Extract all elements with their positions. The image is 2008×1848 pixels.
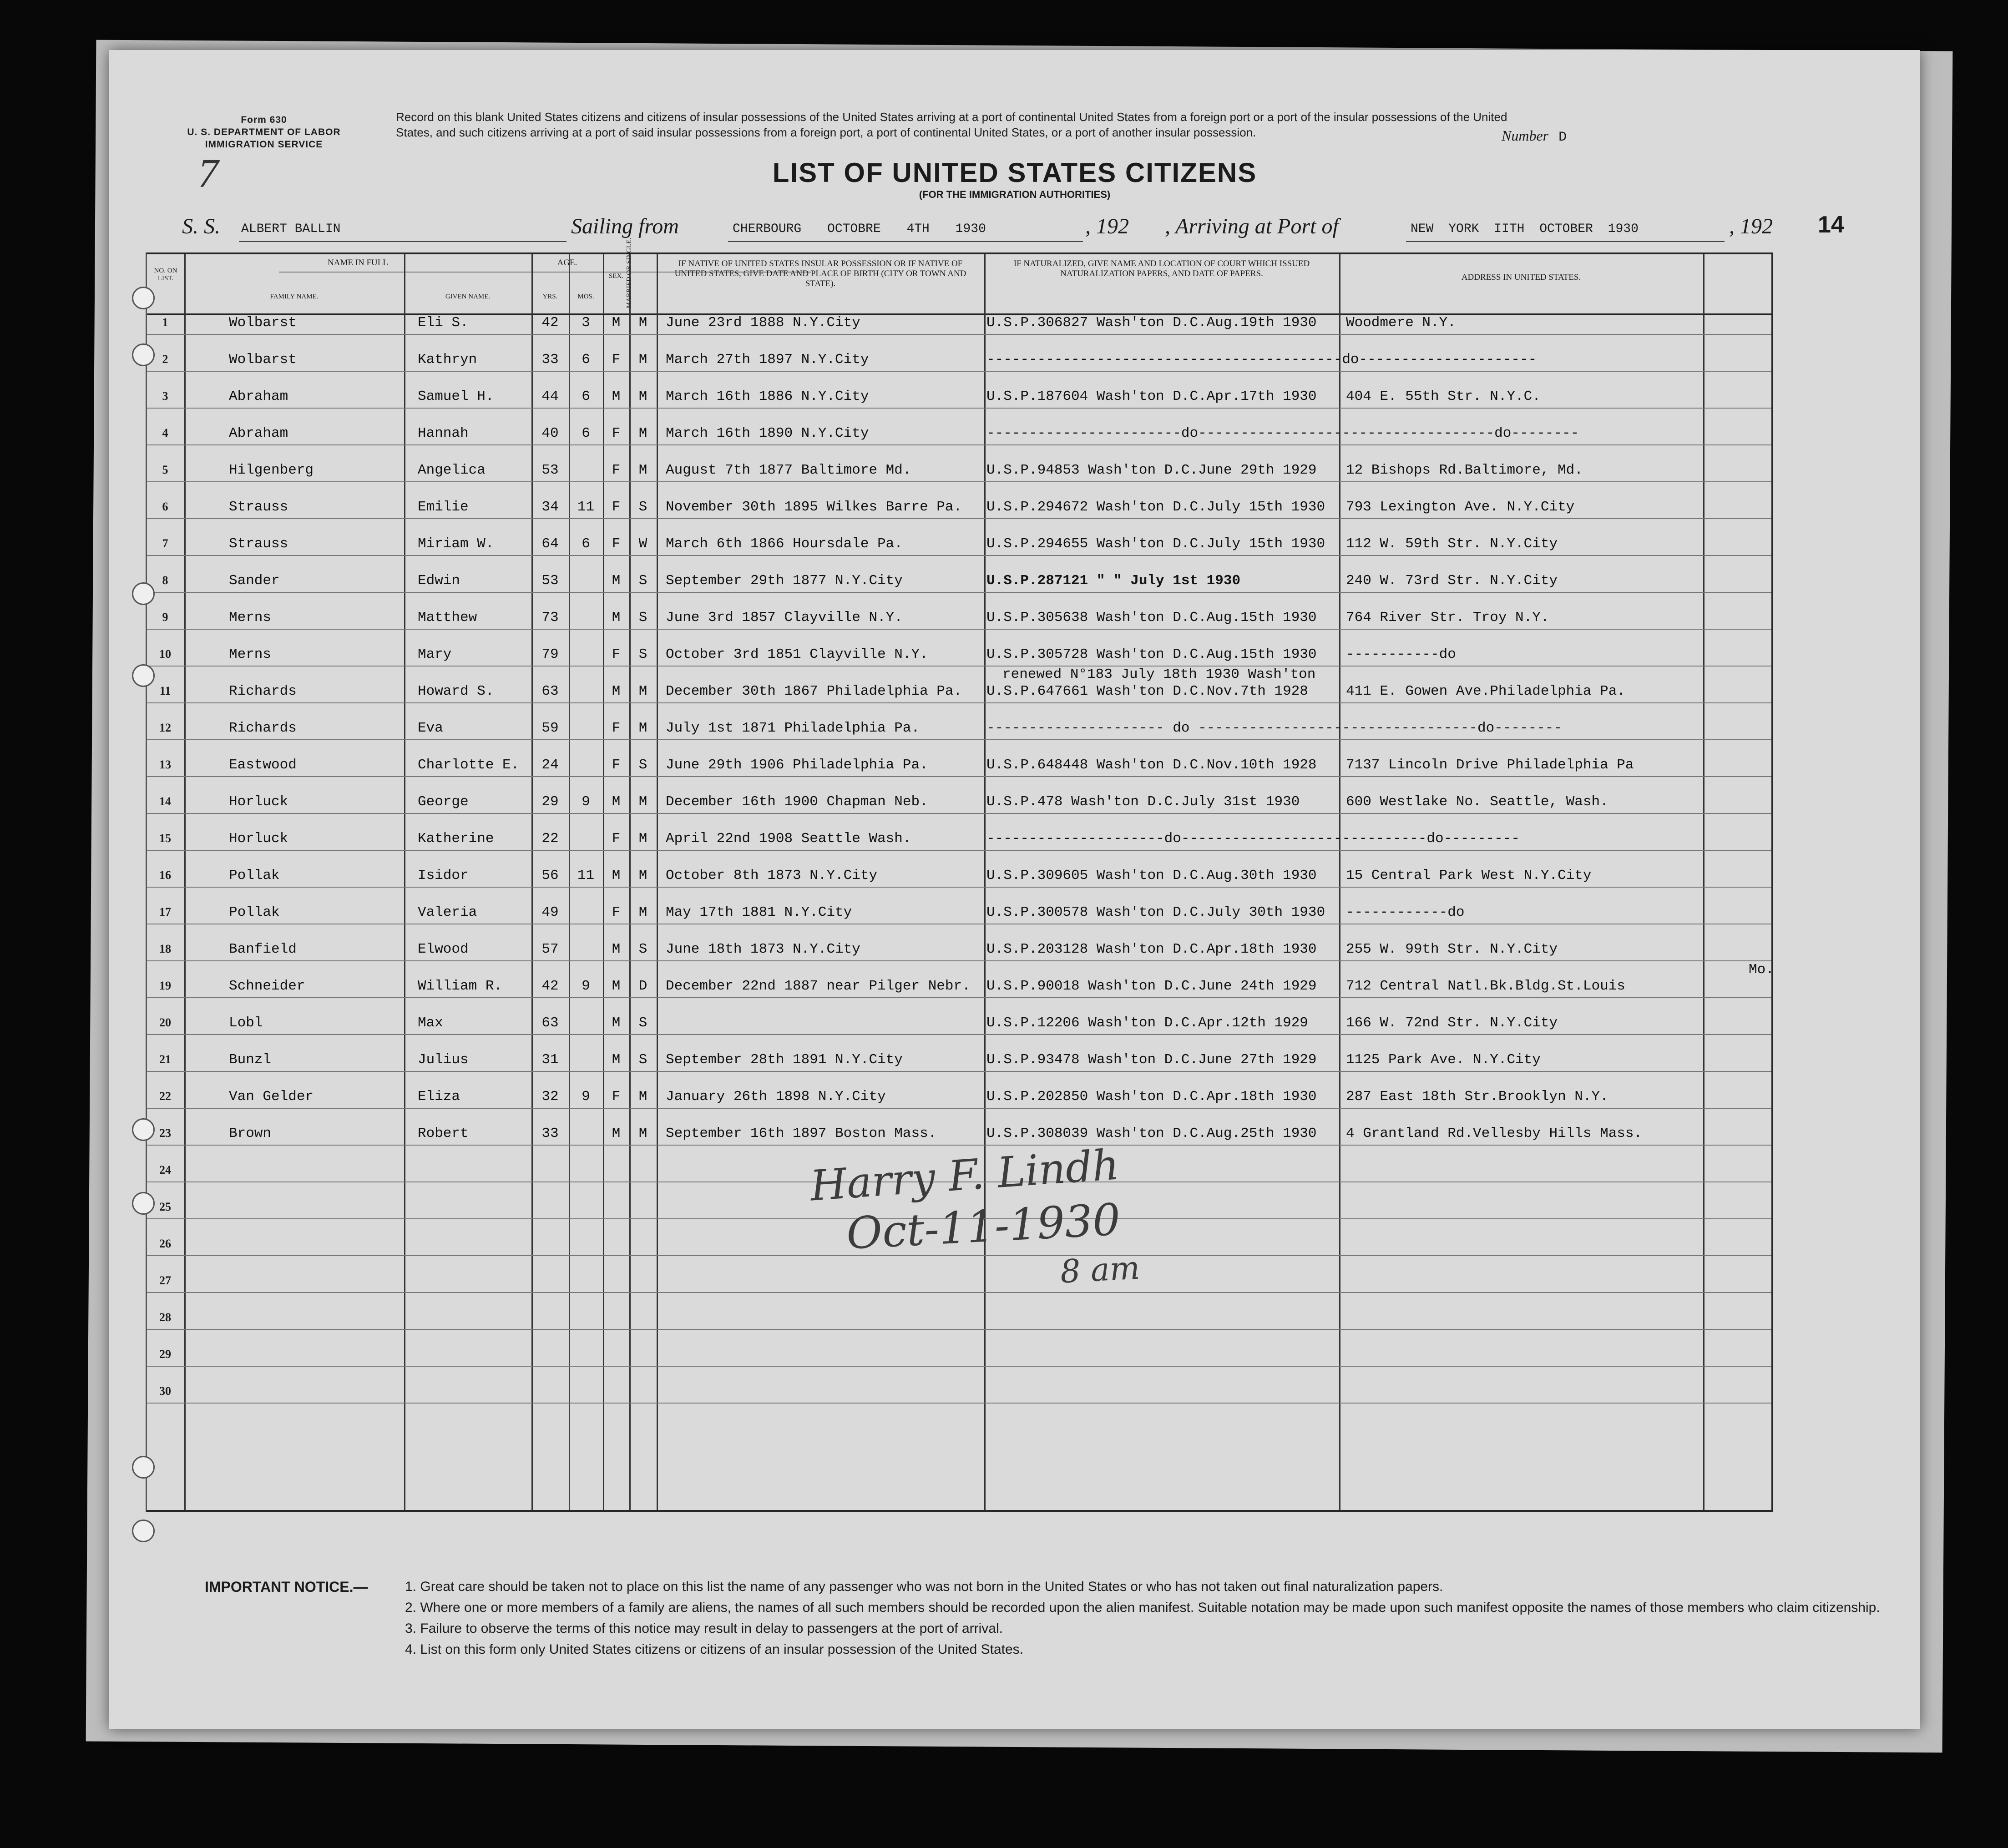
number-field (1502, 127, 1567, 145)
row-number: 1 (162, 316, 168, 329)
cell-family: Abraham (229, 425, 288, 441)
table-row (147, 408, 1771, 409)
cell-ms: S (638, 941, 647, 957)
table-row (147, 813, 1771, 814)
cell-sex: F (612, 499, 621, 515)
cell-family: Richards (229, 720, 297, 736)
cell-mos: 6 (582, 389, 590, 404)
cell-ms: M (638, 1089, 647, 1105)
cell-sex: M (612, 941, 621, 957)
cell-birth: June 29th 1906 Philadelphia Pa. (666, 757, 928, 773)
number-value: D (1558, 130, 1567, 145)
punch-hole (132, 582, 155, 605)
cell-addr: 404 E. 55th Str. N.Y.C. (1346, 389, 1541, 404)
cell-given: Katherine (418, 831, 494, 847)
cell-addr: -----------do (1346, 646, 1456, 662)
cell-nat: --------------------- do ---------------------------------do-------- (986, 720, 1563, 736)
cell-addr: 1125 Park Ave. N.Y.City (1346, 1052, 1541, 1068)
cell-yrs: 63 (541, 683, 559, 699)
manifest-sheet (109, 50, 1920, 1729)
cell-addr: 12 Bishops Rd.Baltimore, Md. (1346, 462, 1583, 478)
cell-given: Samuel H. (418, 389, 494, 404)
cell-addr: 4 Grantland Rd.Vellesby Hills Mass. (1346, 1126, 1643, 1141)
cell-family: Strauss (229, 499, 288, 515)
cell-birth: April 22nd 1908 Seattle Wash. (666, 831, 911, 847)
cell-birth: August 7th 1877 Baltimore Md. (666, 462, 911, 478)
cell-birth: October 3rd 1851 Clayville N.Y. (666, 646, 928, 662)
ship-name: ALBERT BALLIN (241, 222, 341, 236)
cell-mos: 9 (582, 794, 590, 810)
cell-mos: 9 (582, 978, 590, 994)
cell-family: Strauss (229, 536, 288, 552)
punch-hole (132, 287, 155, 309)
cell-sex: M (612, 573, 621, 589)
table-row (147, 592, 1771, 593)
cell-sex: M (612, 389, 621, 404)
cell-ms: M (638, 352, 647, 368)
cell-nat: U.S.P.305638 Wash'ton D.C.Aug.15th 1930 (986, 610, 1317, 626)
cell-sex: M (612, 794, 621, 810)
cell-sex: F (612, 831, 621, 847)
notice-item: 1. Great care should be taken not to place on this list the name of any passenger who was not born in the United States or who has not taken out final naturalization papers. (405, 1579, 1443, 1594)
cell-ms: M (638, 720, 647, 736)
table-row (147, 702, 1771, 703)
table-row (147, 518, 1771, 519)
row-number: 3 (162, 389, 168, 403)
punch-hole (132, 1456, 155, 1479)
cell-sex: F (612, 536, 621, 552)
header-name-in-full: NAME IN FULL (328, 258, 388, 268)
voyage-line (182, 214, 1911, 250)
cell-family: Wolbarst (229, 352, 297, 368)
table-row (147, 1145, 1771, 1146)
notice-item: 2. Where one or more members of a family are aliens, the names of all such members should be recorded upon the alien manifest. Suitable notation may be made upon such manifest opposite the names of those members who claim citizenship. (405, 1600, 1880, 1615)
table-row (147, 334, 1771, 335)
cell-given: Charlotte E. (418, 757, 520, 773)
cell-given: Max (418, 1015, 443, 1031)
row-number: 10 (159, 647, 171, 661)
cell-addr: 7137 Lincoln Drive Philadelphia Pa (1346, 757, 1634, 773)
row-number: 18 (159, 942, 171, 955)
cell-ms: M (638, 794, 647, 810)
inspector-signature: Harry F. Lindh (809, 1140, 1121, 1211)
cell-nat: U.S.P.478 Wash'ton D.C.July 31st 1930 (986, 794, 1300, 810)
cell-yrs: 40 (541, 425, 559, 441)
notice-items (387, 1576, 1888, 1660)
cell-given: Eliza (418, 1089, 460, 1105)
cell-addr: 166 W. 72nd Str. N.Y.City (1346, 1015, 1558, 1031)
cell-ms: S (638, 1052, 647, 1068)
cell-sex: F (612, 720, 621, 736)
cell-yrs: 59 (541, 720, 559, 736)
table-row (147, 1034, 1771, 1035)
cell-sex: F (612, 904, 621, 920)
cell-birth: July 1st 1871 Philadelphia Pa. (666, 720, 920, 736)
row-number: 8 (162, 574, 168, 587)
cell-birth: March 27th 1897 N.Y.City (666, 352, 869, 368)
cell-addr: 600 Westlake No. Seattle, Wash. (1346, 794, 1608, 810)
cell-yrs: 44 (541, 389, 559, 404)
cell-birth: September 28th 1891 N.Y.City (666, 1052, 903, 1068)
cell-yrs: 79 (541, 646, 559, 662)
row-number: 19 (159, 979, 171, 992)
cell-family: Richards (229, 683, 297, 699)
arriving-label: , Arriving at Port of (1165, 214, 1339, 238)
header-given-name: GIVEN NAME. (445, 293, 491, 300)
cell-addr: 712 Central Natl.Bk.Bldg.St.Louis (1346, 978, 1625, 994)
cell-yrs: 42 (541, 315, 559, 331)
cell-nat: U.S.P.308039 Wash'ton D.C.Aug.25th 1930 (986, 1126, 1317, 1141)
sailing-from: CHERBOURG OCTOBRE 4TH 1930 (733, 222, 986, 236)
cell-yrs: 32 (541, 1089, 559, 1105)
cell-nat: -----------------------do-----------------------------------do-------- (986, 425, 1579, 441)
cell-ms: S (638, 646, 647, 662)
cell-yrs: 31 (541, 1052, 559, 1068)
arriving-port: NEW YORK IITH OCTOBER 1930 (1411, 222, 1639, 236)
table-row (147, 887, 1771, 888)
passenger-table (146, 237, 1774, 1512)
cell-yrs: 33 (541, 352, 559, 368)
cell-birth: September 16th 1897 Boston Mass. (666, 1126, 937, 1141)
cell-family: Lobl (229, 1015, 263, 1031)
punch-hole (132, 1520, 155, 1542)
header-naturalized: IF NATURALIZED, GIVE NAME AND LOCATION OF COURT WHICH ISSUED NATURALIZATION PAPERS, AND DATE OF PAPERS. (1013, 259, 1310, 278)
table-row (147, 1071, 1771, 1072)
cell-addr: 112 W. 59th Str. N.Y.City (1346, 536, 1558, 552)
cell-nat: U.S.P.287121 " " July 1st 1930 (986, 573, 1241, 589)
cell-nat: U.S.P.94853 Wash'ton D.C.June 29th 1929 (986, 462, 1317, 478)
cell-given: Julius (418, 1052, 469, 1068)
cell-given: Valeria (418, 904, 477, 920)
row-number: 28 (159, 1311, 171, 1324)
cell-nat: U.S.P.300578 Wash'ton D.C.July 30th 1930 (986, 904, 1325, 920)
row-number: 21 (159, 1053, 171, 1066)
cell-nat: ---------------------do-----------------------------do--------- (986, 831, 1520, 847)
cell-ms: D (638, 978, 647, 994)
cell-yrs: 57 (541, 941, 559, 957)
year-suffix-2: , 192 (1729, 214, 1773, 238)
cell-addr: 255 W. 99th Str. N.Y.City (1346, 941, 1558, 957)
corner-mark: 7 (198, 151, 218, 196)
cell-given: Angelica (418, 462, 486, 478)
cell-sex: F (612, 425, 621, 441)
cell-given: Howard S. (418, 683, 494, 699)
cell-ms: S (638, 499, 647, 515)
punch-hole (132, 343, 155, 366)
cell-given: Emilie (418, 499, 469, 515)
cell-family: Brown (229, 1126, 272, 1141)
cell-birth: June 3rd 1857 Clayville N.Y. (666, 610, 903, 626)
cell-ms: S (638, 1015, 647, 1031)
cell-addr: 240 W. 73rd Str. N.Y.City (1346, 573, 1558, 589)
cell-nat: U.S.P.202850 Wash'ton D.C.Apr.18th 1930 (986, 1089, 1317, 1105)
number-label: Number (1502, 127, 1549, 144)
cell-sex: F (612, 1089, 621, 1105)
table-row (147, 1403, 1771, 1404)
cell-ms: M (638, 425, 647, 441)
cell-yrs: 22 (541, 831, 559, 847)
cell-yrs: 53 (541, 462, 559, 478)
cell-addr: 411 E. Gowen Ave.Philadelphia Pa. (1346, 683, 1625, 699)
punch-hole (132, 664, 155, 687)
row-number: 25 (159, 1200, 171, 1213)
row-number: 9 (162, 611, 168, 624)
table-row (147, 1292, 1771, 1293)
cell-sex: F (612, 352, 621, 368)
cell-ms: S (638, 757, 647, 773)
cell-nat: ------------------------------------------do--------------------- (986, 352, 1537, 368)
cell-yrs: 24 (541, 757, 559, 773)
cell-given: William R. (418, 978, 503, 994)
cell-nat: U.S.P.305728 Wash'ton D.C.Aug.15th 1930 (986, 646, 1317, 662)
cell-nat: U.S.P.203128 Wash'ton D.C.Apr.18th 1930 (986, 941, 1317, 957)
cell-birth: November 30th 1895 Wilkes Barre Pa. (666, 499, 962, 515)
cell-given: George (418, 794, 469, 810)
cell-family: Van Gelder (229, 1089, 314, 1105)
cell-mos: 3 (582, 315, 590, 331)
table-row (147, 997, 1771, 998)
row-number: 15 (159, 832, 171, 845)
row-number: 30 (159, 1384, 171, 1398)
cell-addr: 15 Central Park West N.Y.City (1346, 868, 1592, 884)
row-number: 11 (159, 684, 171, 697)
table-row (147, 555, 1771, 556)
row-number: 7 (162, 537, 168, 550)
cell-birth: June 18th 1873 N.Y.City (666, 941, 860, 957)
cell-given: Edwin (418, 573, 460, 589)
cell-nat: U.S.P.294672 Wash'ton D.C.July 15th 1930 (986, 499, 1325, 515)
cell-ms: M (638, 1126, 647, 1141)
row-number: 2 (162, 353, 168, 366)
cell-birth: January 26th 1898 N.Y.City (666, 1089, 886, 1105)
year-suffix-1: , 192 (1085, 214, 1129, 238)
table-row (147, 850, 1771, 851)
table-row (147, 371, 1771, 372)
row-number: 22 (159, 1090, 171, 1103)
cell-given: Miriam W. (418, 536, 494, 552)
cell-birth: March 6th 1866 Hoursdale Pa. (666, 536, 903, 552)
cell-yrs: 63 (541, 1015, 559, 1031)
cell-sex: M (612, 868, 621, 884)
cell-addr: 793 Lexington Ave. N.Y.City (1346, 499, 1575, 515)
cell-addr: 287 East 18th Str.Brooklyn N.Y. (1346, 1089, 1608, 1105)
row-number: 14 (159, 795, 171, 808)
row-number: 16 (159, 868, 171, 882)
cell-birth: June 23rd 1888 N.Y.City (666, 315, 860, 331)
header-mos: MOS. (577, 293, 594, 300)
cell-ms: M (638, 904, 647, 920)
cell-nat: U.S.P.648448 Wash'ton D.C.Nov.10th 1928 (986, 757, 1317, 773)
cell-birth: December 30th 1867 Philadelphia Pa. (666, 683, 962, 699)
cell-ms: M (638, 683, 647, 699)
cell-ms: S (638, 610, 647, 626)
cell-given: Elwood (418, 941, 469, 957)
cell-yrs: 64 (541, 536, 559, 552)
sailing-label: Sailing from (571, 214, 679, 238)
cell-family: Bunzl (229, 1052, 272, 1068)
form-identifier (137, 114, 391, 151)
row-number: 23 (159, 1126, 171, 1140)
cell-birth: March 16th 1890 N.Y.City (666, 425, 869, 441)
cell-addr_extra: Mo. (1749, 962, 1774, 978)
header-married-single: MARRIED OR SINGLE. (625, 237, 633, 308)
cell-mos: 6 (582, 536, 590, 552)
cell-mos: 11 (577, 499, 595, 515)
cell-mos: 9 (582, 1089, 590, 1105)
handwritten-date: Oct-11-1930 (845, 1194, 1122, 1259)
cell-family: Horluck (229, 831, 288, 847)
cell-family: Sander (229, 573, 280, 589)
cell-sex: M (612, 978, 621, 994)
cell-mos: 6 (582, 425, 590, 441)
cell-yrs: 34 (541, 499, 559, 515)
row-number: 13 (159, 758, 171, 771)
table-row (147, 1366, 1771, 1367)
cell-yrs: 42 (541, 978, 559, 994)
cell-family: Wolbarst (229, 315, 297, 331)
cell-family: Abraham (229, 389, 288, 404)
cell-nat: U.S.P.93478 Wash'ton D.C.June 27th 1929 (986, 1052, 1317, 1068)
cell-given: Hannah (418, 425, 469, 441)
row-number: 20 (159, 1016, 171, 1029)
cell-given: Mary (418, 646, 452, 662)
table-row (147, 629, 1771, 630)
cell-family: Pollak (229, 904, 280, 920)
cell-birth: December 22nd 1887 near Pilger Nebr. (666, 978, 971, 994)
punch-hole (132, 1192, 155, 1215)
notice-item: 3. Failure to observe the terms of this notice may result in delay to passengers at the port of arrival. (405, 1621, 1003, 1636)
cell-birth: October 8th 1873 N.Y.City (666, 868, 878, 884)
cell-sex: M (612, 1126, 621, 1141)
table-row (147, 739, 1771, 740)
cell-yrs: 56 (541, 868, 559, 884)
cell-sex: M (612, 1015, 621, 1031)
header-birth: IF NATIVE OF UNITED STATES INSULAR POSSESSION OR IF NATIVE OF UNITED STATES, GIVE DATE AND PLACE OF BIRTH (CITY OR TOWN AND STATE). (674, 259, 966, 288)
table-row (147, 481, 1771, 482)
cell-nat: U.S.P.12206 Wash'ton D.C.Apr.12th 1929 (986, 1015, 1308, 1031)
handwritten-time: 8 am (1059, 1249, 1141, 1291)
cell-nat: U.S.P.294655 Wash'ton D.C.July 15th 1930 (986, 536, 1325, 552)
row-number: 29 (159, 1348, 171, 1361)
cell-addr: 764 River Str. Troy N.Y. (1346, 610, 1549, 626)
service-name: IMMIGRATION SERVICE (205, 139, 323, 150)
cell-family: Horluck (229, 794, 288, 810)
notice-item: 4. List on this form only United States citizens or citizens of an insular possession of the United States. (405, 1642, 1024, 1657)
intro-text: Record on this blank United States citizens and citizens of insular possessions of the United States arriving at a port of continental United States from a foreign port or a port of the insular possessions of the United States, and such citizens arriving at a port of said insular possessions from a foreign port, a port of continental United States, or a port of another insular possession. (396, 110, 1507, 139)
cell-family: Banfield (229, 941, 297, 957)
row-number: 4 (162, 426, 168, 439)
cell-given: Robert (418, 1126, 469, 1141)
cell-sex: F (612, 646, 621, 662)
cell-yrs: 33 (541, 1126, 559, 1141)
row-number: 12 (159, 721, 171, 734)
cell-ms: W (638, 536, 647, 552)
cell-birth: December 16th 1900 Chapman Neb. (666, 794, 928, 810)
cell-nat: U.S.P.90018 Wash'ton D.C.June 24th 1929 (986, 978, 1317, 994)
header-age: AGE. (557, 258, 577, 268)
cell-yrs: 29 (541, 794, 559, 810)
cell-addr: Woodmere N.Y. (1346, 315, 1456, 331)
cell-ms: M (638, 868, 647, 884)
header-address: ADDRESS IN UNITED STATES. (1461, 273, 1581, 282)
page-number: 14 (1818, 212, 1844, 238)
cell-sex: F (612, 462, 621, 478)
row-number: 24 (159, 1163, 171, 1176)
cell-birth: September 29th 1877 N.Y.City (666, 573, 903, 589)
cell-family: Merns (229, 646, 272, 662)
cell-ms: S (638, 573, 647, 589)
form-number: Form 630 (241, 115, 287, 125)
cell-ms: M (638, 389, 647, 404)
header-no-on-list: NO. ON LIST. (154, 267, 177, 282)
cell-yrs: 53 (541, 573, 559, 589)
table-row (147, 444, 1771, 445)
cell-family: Merns (229, 610, 272, 626)
cell-nat: U.S.P.647661 Wash'ton D.C.Nov.7th 1928 (986, 683, 1308, 699)
cell-birth: March 16th 1886 N.Y.City (666, 389, 869, 404)
table-row (147, 1255, 1771, 1256)
table-row (147, 960, 1771, 961)
cell-given: Kathryn (418, 352, 477, 368)
row-number: 27 (159, 1274, 171, 1287)
header-sex: SEX. (608, 273, 624, 280)
cell-addr: ------------do (1346, 904, 1465, 920)
cell-sex: F (612, 757, 621, 773)
cell-family: Eastwood (229, 757, 297, 773)
cell-ms: M (638, 462, 647, 478)
cell-yrs: 73 (541, 610, 559, 626)
ss-label: S. S. (182, 214, 220, 238)
punch-hole (132, 1118, 155, 1141)
cell-yrs: 49 (541, 904, 559, 920)
cell-family: Pollak (229, 868, 280, 884)
cell-nat: U.S.P.309605 Wash'ton D.C.Aug.30th 1930 (986, 868, 1317, 884)
row-number: 26 (159, 1237, 171, 1250)
cell-given: Eva (418, 720, 443, 736)
cell-nat: U.S.P.187604 Wash'ton D.C.Apr.17th 1930 (986, 389, 1317, 404)
table-row (147, 1329, 1771, 1330)
cell-mos: 6 (582, 352, 590, 368)
cell-sex: M (612, 683, 621, 699)
cell-family: Hilgenberg (229, 462, 314, 478)
row-number: 17 (159, 905, 171, 919)
cell-sex: M (612, 610, 621, 626)
row-number: 5 (162, 463, 168, 476)
table-row (147, 1108, 1771, 1109)
cell-ms: M (638, 315, 647, 331)
page-title: LIST OF UNITED STATES CITIZENS (772, 157, 1257, 188)
cell-nat: U.S.P.306827 Wash'ton D.C.Aug.19th 1930 (986, 315, 1317, 331)
cell-birth: May 17th 1881 N.Y.City (666, 904, 852, 920)
row-number: 6 (162, 500, 168, 513)
header-yrs: YRS. (542, 293, 558, 300)
notice-heading: IMPORTANT NOTICE.— (205, 1579, 368, 1595)
page-subtitle: (FOR THE IMMIGRATION AUTHORITIES) (919, 189, 1111, 200)
table-row (147, 776, 1771, 777)
cell-nat2: renewed N°183 July 18th 1930 Wash'ton (1002, 666, 1316, 682)
cell-given: Matthew (418, 610, 477, 626)
cell-mos: 11 (577, 868, 595, 884)
department-name: U. S. DEPARTMENT OF LABOR (187, 127, 341, 137)
cell-sex: M (612, 315, 621, 331)
cell-given: Isidor (418, 868, 469, 884)
header-family-name: FAMILY NAME. (270, 293, 319, 300)
cell-family: Schneider (229, 978, 305, 994)
cell-ms: M (638, 831, 647, 847)
cell-given: Eli S. (418, 315, 469, 331)
cell-sex: M (612, 1052, 621, 1068)
